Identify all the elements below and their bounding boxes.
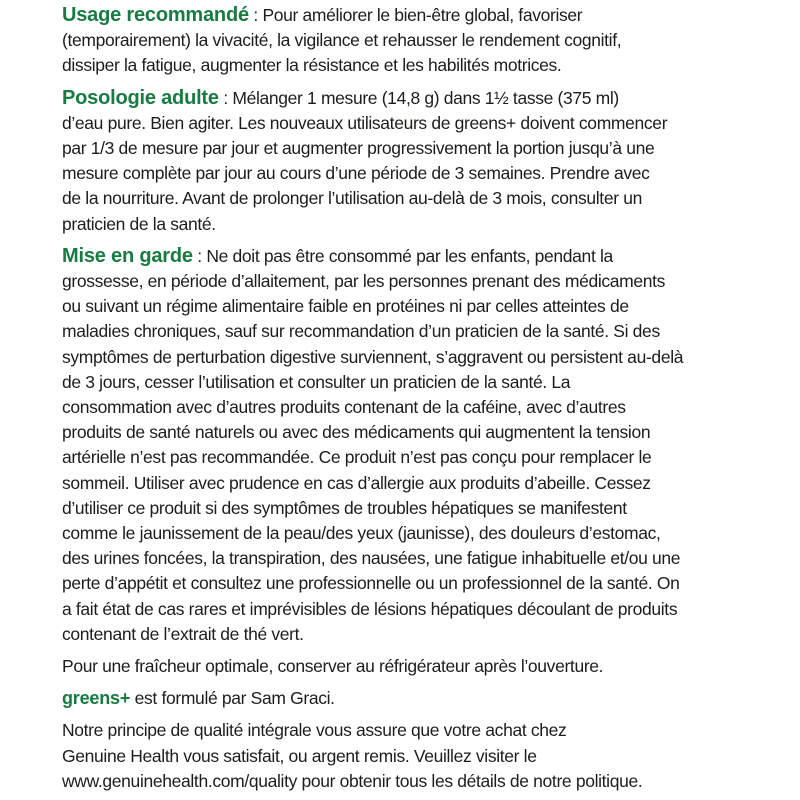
- text-line: produits de santé naturels ou avec des médicaments qui augmentent la tension: [62, 422, 651, 443]
- text-run: est formulé par Sam Graci.: [130, 688, 335, 709]
- text-line: symptômes de perturbation digestive surviennent, s’aggravent ou persistent au-delà: [62, 346, 684, 367]
- quality-guarantee-note: [62, 718, 764, 794]
- text-line: artérielle n’est pas recommandée. Ce produit n’est pas conçu pour remplacer le: [62, 447, 652, 468]
- text-line: [62, 686, 764, 711]
- text-run: Ne doit pas être consommé par les enfants, pendant la: [206, 245, 613, 266]
- text-line: maladies chroniques, sauf sur recommandation d’un praticien de la santé. Si des: [62, 321, 660, 342]
- section-usage-recommande: [62, 3, 764, 79]
- heading-colon: :: [192, 245, 207, 266]
- text-line: comme le jaunissement de la peau/des yeux (jaunisse), des douleurs d’estomac,: [62, 523, 661, 544]
- section-mise-en-garde: [62, 244, 764, 647]
- formulated-by-note: [62, 686, 764, 711]
- text-run: Pour améliorer le bien-être global, favoriser: [262, 5, 583, 25]
- text-line: mesure complète par jour au cours d’une période de 3 semaines. Prendre avec: [62, 163, 650, 184]
- text-line: (temporairement) la vivacité, la vigilance et rehausser le rendement cognitif,: [62, 30, 622, 51]
- text-line: consommation avec d’autres produits contenant de la caféine, avec d’autres: [62, 397, 626, 418]
- freshness-note: [62, 654, 764, 679]
- section-heading-usage: Usage recommandé: [62, 4, 249, 26]
- text-line: des urines foncées, la transpiration, des nausées, une fatigue inhabituelle et/ou une: [62, 548, 681, 569]
- text-line: contenant de l’extrait de thé vert.: [62, 623, 304, 644]
- text-line: d’utiliser ce produit si des symptômes de troubles hépatiques se manifestent: [62, 497, 627, 518]
- text-line: sommeil. Utiliser avec prudence en cas d’allergie aux produits d’abeille. Cessez: [62, 472, 651, 493]
- text-run: Mélanger 1 mesure (14,8 g) dans 1½ tasse (375 ml): [232, 87, 619, 108]
- text-line: Genuine Health vous satisfait, ou argent remis. Veuillez visiter le: [62, 745, 537, 766]
- text-line: www.genuinehealth.com/quality pour obtenir tous les détails de notre politique.: [62, 770, 643, 791]
- text-line: [62, 86, 764, 111]
- text-line: a fait état de cas rares et imprévisibles de lésions hépatiques découlant de produits: [62, 598, 678, 619]
- text-line: d’eau pure. Bien agiter. Les nouveaux utilisateurs de greens+ doivent commencer: [62, 112, 668, 133]
- brand-name-greens-plus: greens+: [62, 688, 131, 709]
- text-line: de 3 jours, cesser l’utilisation et consulter un praticien de la santé. La: [62, 371, 571, 392]
- text-line: dissiper la fatigue, augmenter la résistance et les habilités motrices.: [62, 55, 562, 76]
- text-line: Pour une fraîcheur optimale, conserver au réfrigérateur après l’ouverture.: [62, 656, 604, 677]
- text-line: praticien de la santé.: [62, 213, 216, 234]
- text-line: [62, 244, 764, 269]
- section-heading-mise-en-garde: Mise en garde: [62, 244, 193, 267]
- text-line: ou suivant un régime alimentaire faible en protéines ni par celles atteintes de: [62, 296, 629, 317]
- heading-colon: :: [248, 5, 263, 25]
- section-heading-posologie: Posologie adulte: [62, 86, 219, 109]
- heading-colon: :: [218, 87, 233, 108]
- text-line: [62, 3, 764, 28]
- text-line: Notre principe de qualité intégrale vous assure que votre achat chez: [62, 720, 567, 741]
- text-line: grossesse, en période d’allaitement, par les personnes prenant des médicaments: [62, 271, 666, 292]
- section-posologie-adulte: [62, 86, 764, 237]
- text-line: de la nourriture. Avant de prolonger l’utilisation au-delà de 3 mois, consulter un: [62, 188, 642, 209]
- text-line: perte d’appétit et consultez une professionnelle ou un professionnel de la santé. On: [62, 573, 680, 594]
- text-line: par 1/3 de mesure par jour et augmenter progressivement la portion jusqu’à une: [62, 138, 655, 159]
